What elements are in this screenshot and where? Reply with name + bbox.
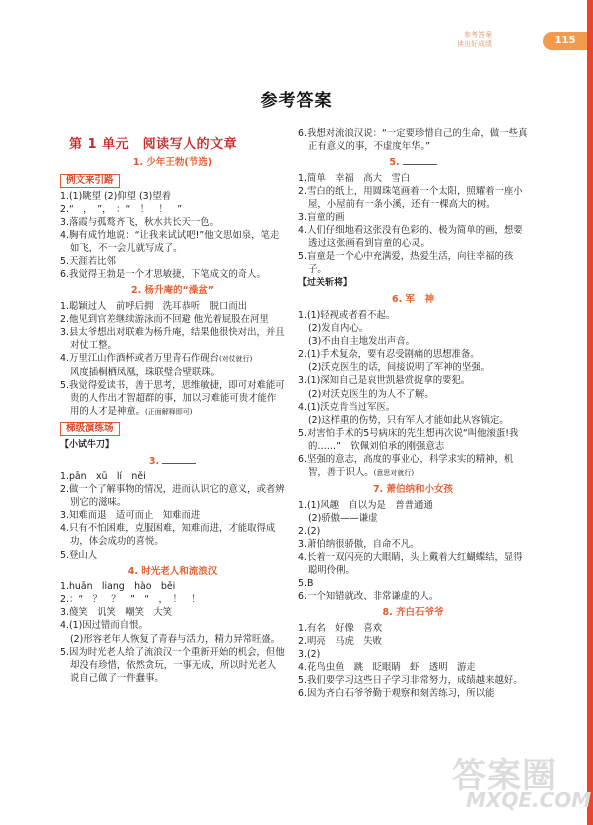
answer-line: 1.(1)风趣 自以为是 普普通通 (298, 499, 433, 511)
answer-line: 1.聪颖过人 前呼后拥 洗耳恭听 脱口而出 (60, 300, 248, 312)
answer-line: 2.(2) (298, 525, 321, 537)
answer-line: 2.“ ， ”， ：“ ！ ！ ” (60, 203, 183, 215)
unit-title: 第 1 单元 阅读写人的文章 (69, 137, 238, 152)
answer-line: (2)对沃克医生的为人不了解。 (308, 388, 434, 400)
practice-tag: 【过关斩将】 (298, 278, 353, 289)
answer-text: 5.我觉得爱读书，善于思考，思维敏捷，即可对难能可贵的人作出才智超群的事，加以习难能可贵才能作用的人才是神童。 (60, 380, 285, 418)
answer-line: 2.雪白的纸上，用圆珠笔画着一个太阳，照耀着一座小屋，小屋前有一条小溪，还有一棵高大的树。 (298, 185, 523, 210)
answer-note: (意思对就行) (373, 469, 415, 478)
answer-line: 6.因为齐白石爷爷勤于观察和刻苦练习，所以能 (298, 688, 495, 700)
answer-line: 3.知难而退 适可而止 知难而进 (60, 510, 201, 522)
answer-line: 3.盲童的画 (298, 211, 345, 223)
section-title-4: 4. 时光老人和流浪汉 (127, 565, 218, 577)
answer-line: 4.人们仔细地看这张没有色彩的、极为简单的画，想要透过这张画看到盲童的心灵。 (298, 225, 523, 250)
answer-line: (2)骄傲——谦虚 (308, 512, 378, 524)
section-title-5 (298, 156, 528, 170)
answer-line: 1.(1)轻视或者看不起。 (298, 309, 396, 321)
answer-line (60, 352, 285, 366)
answer-line: 5.登山人 (60, 549, 98, 561)
practice-tag: 【小试牛刀】 (60, 439, 115, 450)
page-title: 参考答案 (260, 91, 333, 111)
answer-line: 2.：“ ？ ？ ” “ ， ！ ！ (60, 594, 201, 606)
section-number: 3. (148, 455, 160, 467)
answer-line: 6.我觉得王勃是一个才思敏捷，下笔成文的奇人。 (60, 269, 266, 281)
section-title-8: 8. 齐白石爷爷 (382, 607, 444, 619)
answer-line: 3.县太爷想出对联难为杨升庵，结果他很快对出，并且对仗工整。 (60, 326, 285, 351)
answer-line: 风度插桐栖凤凰，珠联璧合壁联珠。 (70, 367, 221, 379)
answer-line: (2)形容老年人恢复了青春与活力，精力异常旺盛。 (70, 633, 281, 645)
answer-line: 1.pān xū lí něi (60, 471, 146, 482)
answer-line: 1.有名 好像 喜欢 (298, 622, 382, 634)
answer-line: 4.胸有成竹地说：“让我来试试吧!”他文思如泉，笔走如飞，不一会儿就写成了。 (60, 229, 280, 254)
answer-note: (正面解释即可) (145, 408, 193, 417)
answer-line: 2.(1)手术复杂，要有忍受剧痛的思想准备。 (298, 349, 480, 361)
answer-line: 3.落霞与孤鹜齐飞，秋水共长天一色。 (60, 216, 219, 228)
answer-line: 1.huān liang hào běi (60, 581, 176, 593)
answer-text: 6.坚强的意志，高度的事业心，科学求实的精神，机智，善于识人。 (298, 453, 514, 479)
right-column (298, 127, 528, 700)
answer-line: 4.(1)因过错而自恨。 (60, 620, 148, 632)
answer-line: 2.他见到官差继续游泳而不回避 他光着屁股在河里 (60, 313, 269, 325)
answer-note: (对仗就行) (218, 355, 253, 364)
answer-line: 3.傻笑 讥笑 嘲笑 大笑 (60, 607, 173, 619)
answer-line: 5.盲童是一个心中充满爱，热爱生活，向往幸福的孩子。 (298, 251, 514, 276)
answer-line: 1.简单 幸福 高大 雪白 (298, 172, 411, 184)
category-label-1: 例文来引路 (60, 174, 120, 188)
answer-line: (3)不由自主地发出声音。 (308, 336, 416, 348)
section-title-7: 7. 萧伯纳和小女孩 (372, 484, 454, 496)
answer-line: (2)发自内心。 (308, 323, 369, 335)
category-label-2: 梯级演练场 (60, 422, 120, 436)
answer-text: 4.万里江山作酒杯或者万里青石作砚台 (60, 353, 219, 365)
answer-line: 5.对害怕手术的5号病床的先生想再次说“叫他滚蛋!我的……” 钦佩刘伯承的刚强意志 (298, 427, 519, 452)
section-number: 5. (389, 157, 400, 169)
header-tag-line1: 参考答案 (464, 31, 492, 39)
answer-line: 5.我们要学习这些日子学习非常努力，成绩越来越好。 (298, 675, 523, 687)
answer-line: 5.天涯若比邻 (60, 255, 116, 267)
answer-line: 5.因为时光老人给了流浪汉一个重新开始的机会，但他却没有珍惜，依然贪玩，一事无成，所以时光老人说自己做了一件蠢事。 (60, 646, 285, 684)
answer-line: 4.长着一双闪亮的大眼睛，头上戴着大红蝴蝶结，显得聪明伶俐。 (298, 552, 523, 577)
page-number: 115 (543, 32, 587, 50)
answer-line: 3.(1)深知自己是哀世凯悬赏捉拿的要犯。 (298, 375, 471, 387)
answer-line: 5.B (298, 578, 314, 590)
answer-line: 6.一个知错就改、非常谦虚的人。 (298, 591, 439, 603)
section-title-2: 2. 杨升庵的“澡盆” (130, 285, 214, 297)
header-tag-line2: 读出好成绩 (457, 40, 492, 48)
answer-line: 4.花鸟虫鱼 跳 眨眼睛 虾 透明 游走 (298, 662, 476, 674)
watermark-url: MXQE.COM (466, 788, 592, 812)
left-column (60, 136, 285, 685)
title-blank-line (403, 156, 437, 165)
answer-line: 1.(1)眺望 (2)仰望 (3)望着 (60, 190, 171, 202)
section-title-3 (60, 455, 285, 469)
title-blank-line (162, 455, 196, 464)
answer-line: 2.做一个了解事物的情况，进而认识它的意义，或者辨别它的滋味。 (60, 484, 285, 509)
answer-line: 4.只有不怕困难，克服困难，知难而进，才能取得成功，体会成功的喜悦。 (60, 523, 276, 548)
answer-line: 2.明亮 马虎 失败 (298, 636, 382, 647)
answer-line: 3.萧伯纳很骄傲，自命不凡。 (298, 538, 420, 550)
edge-ribbon (587, 0, 593, 825)
answer-line: 3.(2) (298, 649, 321, 661)
header-tag (452, 31, 492, 49)
answer-line: 6.我想对流浪汉说：“一定要珍惜自己的生命，做一些真正有意义的事，不虚度年华。” (298, 128, 528, 153)
answer-line (298, 453, 528, 480)
answer-line: (2)沃克医生的话，间接说明了军神的坚强。 (308, 362, 491, 374)
watermark-text: 答案圈 (452, 756, 557, 796)
section-title-6: 6. 军 神 (391, 294, 435, 306)
watermark (448, 748, 592, 818)
answer-line (60, 379, 285, 419)
answer-line: (2)这样重的伤势，只有军人才能如此从容镇定。 (308, 414, 509, 426)
section-title-1: 1. 少年王勃(节选) (132, 157, 213, 168)
answer-line: 4.(1)沃克肯当过军医。 (298, 401, 396, 413)
